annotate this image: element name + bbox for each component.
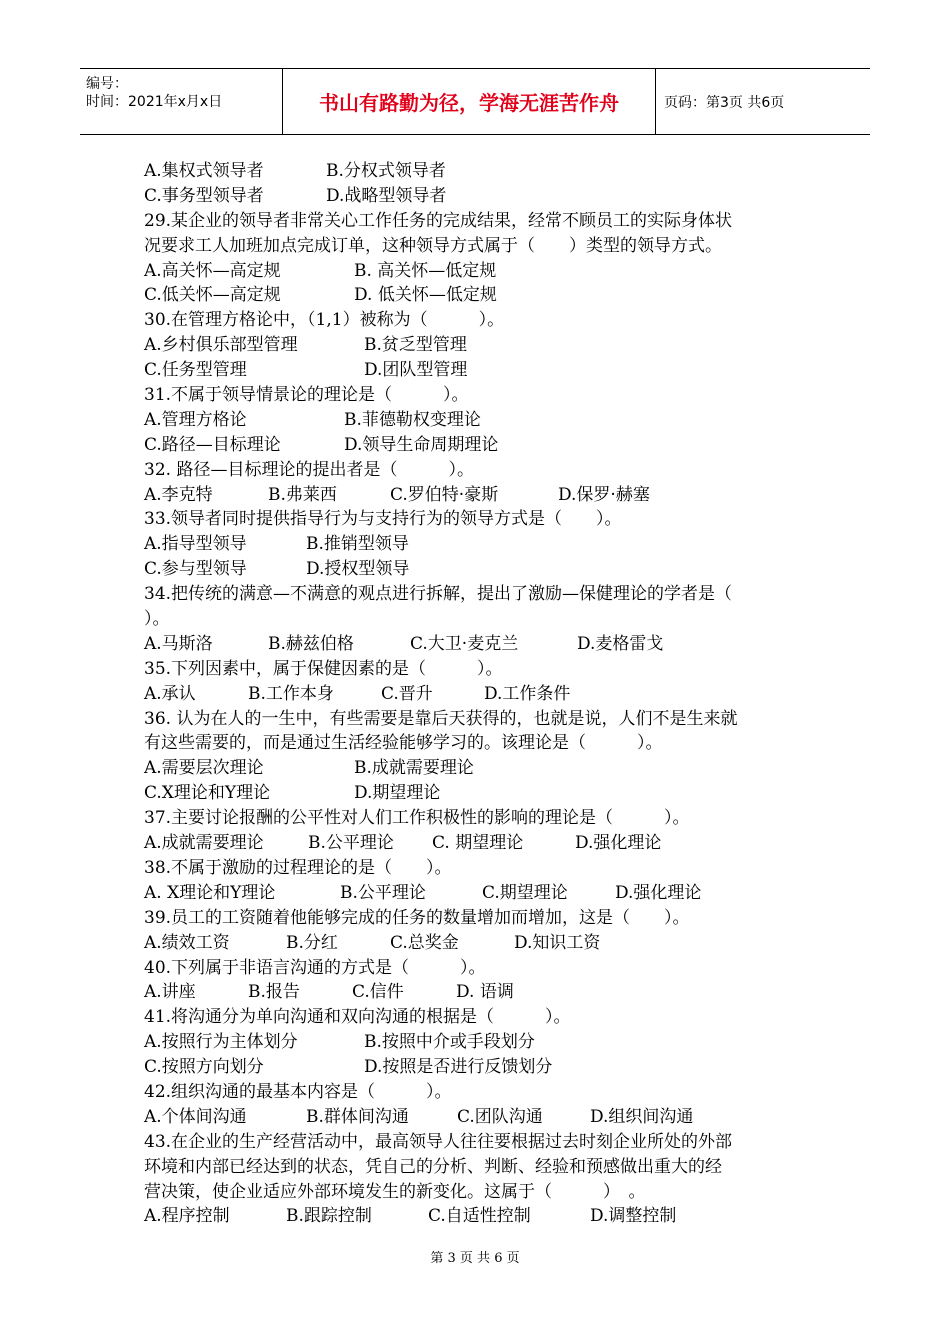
option-row <box>144 831 824 856</box>
page-header <box>80 68 870 135</box>
question-line: 35.下列因素中，属于保健因素的是（ ）。 <box>144 658 503 679</box>
question-line: 39.员工的工资随着他能够完成的任务的数量增加而增加，这是（ ）。 <box>144 907 690 928</box>
answer-option: D.团队型管理 <box>364 360 468 381</box>
answer-option: C.参与型领导 <box>144 559 247 580</box>
option-row <box>144 408 824 433</box>
answer-option: C.自适性控制 <box>428 1206 531 1227</box>
answer-option: D.知识工资 <box>514 932 601 953</box>
answer-option: D.战略型领导者 <box>326 185 447 206</box>
option-row <box>144 333 824 358</box>
header-motto: 书山有路勤为径，学海无涯苦作舟 <box>319 91 619 115</box>
question-line: 况要求工人加班加点完成订单，这种领导方式属于（ ）类型的领导方式。 <box>144 235 722 256</box>
question-line: 31.不属于领导情景论的理论是（ ）。 <box>144 385 469 406</box>
answer-option: D.麦格雷戈 <box>577 633 664 654</box>
answer-option: C.期望理论 <box>482 882 568 903</box>
question-line: ）。 <box>144 609 170 630</box>
header-meta <box>80 69 282 134</box>
option-row <box>144 159 824 184</box>
header-divider <box>655 69 656 134</box>
answer-option: C.路径—目标理论 <box>144 434 281 455</box>
answer-option: C.团队沟通 <box>457 1106 543 1127</box>
question-line: 36. 认为在人的一生中，有些需要是靠后天获得的，也就是说，人们不是生来就 <box>144 708 738 729</box>
option-row <box>144 682 824 707</box>
answer-option: B.跟踪控制 <box>286 1206 372 1227</box>
option-row <box>144 881 824 906</box>
option-row <box>144 756 824 781</box>
answer-option: A.李克特 <box>144 484 213 505</box>
answer-option: B.报告 <box>248 982 300 1003</box>
question-line: 42.组织沟通的最基本内容是（ ）。 <box>144 1081 452 1102</box>
answer-option: B.弗莱西 <box>268 484 337 505</box>
question-line: 34.把传统的满意—不满意的观点进行拆解，提出了激励—保健理论的学者是（ <box>144 584 733 605</box>
answer-option: A.马斯洛 <box>144 633 213 654</box>
question-line: 30.在管理方格论中，（1,1）被称为（ ）。 <box>144 310 505 331</box>
option-row <box>144 184 824 209</box>
answer-option: A.程序控制 <box>144 1206 230 1227</box>
question-line: 43.在企业的生产经营活动中，最高领导人往往要根据过去时刻企业所处的外部 <box>144 1131 733 1152</box>
option-row <box>144 532 824 557</box>
option-row <box>144 1055 824 1080</box>
question-line: 33.领导者同时提供指导行为与支持行为的领导方式是（ ）。 <box>144 509 622 530</box>
answer-option: D.按照是否进行反馈划分 <box>364 1057 553 1078</box>
answer-option: B.按照中介或手段划分 <box>364 1032 535 1053</box>
option-row <box>144 781 824 806</box>
answer-option: D.组织间沟通 <box>590 1106 694 1127</box>
answer-option: B. 高关怀—低定规 <box>354 260 497 281</box>
option-row <box>144 259 824 284</box>
answer-option: C.低关怀—高定规 <box>144 285 281 306</box>
option-row <box>144 1204 824 1229</box>
answer-option: B.公平理论 <box>340 882 426 903</box>
answer-option: A.承认 <box>144 683 196 704</box>
answer-option: D.领导生命周期理论 <box>344 434 499 455</box>
question-line: 32. 路径—目标理论的提出者是（ ）。 <box>144 459 474 480</box>
question-line: 营决策，使企业适应外部环境发生的新变化。这属于（ ） 。 <box>144 1181 646 1202</box>
answer-option: B.贫乏型管理 <box>364 335 467 356</box>
answer-option: A.讲座 <box>144 982 196 1003</box>
answer-option: A.按照行为主体划分 <box>144 1032 298 1053</box>
answer-option: D. 低关怀—低定规 <box>354 285 497 306</box>
answer-option: D.调整控制 <box>590 1206 677 1227</box>
answer-option: C.晋升 <box>381 683 433 704</box>
answer-option: D. 语调 <box>456 982 514 1003</box>
option-row <box>144 433 824 458</box>
answer-option: D.工作条件 <box>484 683 571 704</box>
answer-option: C.罗伯特·豪斯 <box>390 484 499 505</box>
answer-option: A.集权式领导者 <box>144 161 264 181</box>
answer-option: B.分红 <box>286 932 338 953</box>
answer-option: A.乡村俱乐部型管理 <box>144 335 298 356</box>
page-footer: 第 3 页 共 6 页 <box>430 1251 520 1266</box>
answer-option: A.管理方格论 <box>144 409 247 430</box>
answer-option: A.成就需要理论 <box>144 833 264 854</box>
answer-option: A.个体间沟通 <box>144 1106 247 1127</box>
answer-option: B.公平理论 <box>308 833 394 854</box>
answer-option: B.分权式领导者 <box>326 161 446 181</box>
option-row <box>144 483 824 508</box>
question-line: 41.将沟通分为单向沟通和双向沟通的根据是（ ）。 <box>144 1007 571 1028</box>
question-line: 有这些需要的，而是通过生活经验能够学习的。该理论是（ ）。 <box>144 733 663 754</box>
answer-option: A.需要层次理论 <box>144 758 264 779</box>
answer-option: D.授权型领导 <box>306 559 410 580</box>
question-line: 37.主要讨论报酬的公平性对人们工作积极性的影响的理论是（ ）。 <box>144 808 690 829</box>
option-row <box>144 557 824 582</box>
answer-option: B.菲德勒权变理论 <box>344 409 481 430</box>
option-row <box>144 283 824 308</box>
page-info: 页码：第3页 共6页 <box>664 94 785 111</box>
question-line: 40.下列属于非语言沟通的方式是（ ）。 <box>144 957 486 978</box>
answer-option: A. X理论和Y理论 <box>144 882 276 903</box>
answer-option: A.指导型领导 <box>144 534 247 555</box>
answer-option: C.信件 <box>352 982 404 1003</box>
answer-option: B.工作本身 <box>248 683 334 704</box>
date-label: 时间：2021年x月x日 <box>86 94 223 110</box>
option-row <box>144 1030 824 1055</box>
question-line: 环境和内部已经达到的状态，凭自己的分析、判断、经验和预感做出重大的经 <box>144 1156 722 1177</box>
answer-option: D.保罗·赫塞 <box>558 484 650 505</box>
answer-option: D.强化理论 <box>575 833 662 854</box>
answer-option: C.大卫·麦克兰 <box>410 633 519 654</box>
answer-option: C.事务型领导者 <box>144 185 264 206</box>
serial-label: 编号： <box>86 76 128 92</box>
answer-option: C.任务型管理 <box>144 360 247 381</box>
answer-option: B.群体间沟通 <box>306 1106 409 1127</box>
question-line: 38.不属于激励的过程理论的是（ ）。 <box>144 857 452 878</box>
answer-option: B.推销型领导 <box>306 534 409 555</box>
answer-option: C.总奖金 <box>390 932 459 953</box>
answer-option: C.X理论和Y理论 <box>144 783 271 804</box>
question-body <box>144 159 824 1229</box>
answer-option: B.赫兹伯格 <box>268 633 354 654</box>
answer-option: C. 期望理论 <box>432 833 524 854</box>
option-row <box>144 1105 824 1130</box>
answer-option: A.高关怀—高定规 <box>144 260 281 281</box>
option-row <box>144 980 824 1005</box>
answer-option: C.按照方向划分 <box>144 1057 264 1078</box>
answer-option: B.成就需要理论 <box>354 758 474 779</box>
question-line: 29.某企业的领导者非常关心工作任务的完成结果，经常不顾员工的实际身体状 <box>144 210 733 231</box>
option-row <box>144 358 824 383</box>
option-row <box>144 931 824 956</box>
answer-option: D.期望理论 <box>354 783 441 804</box>
option-row <box>144 632 824 657</box>
answer-option: A.绩效工资 <box>144 932 230 953</box>
answer-option: D.强化理论 <box>615 882 702 903</box>
